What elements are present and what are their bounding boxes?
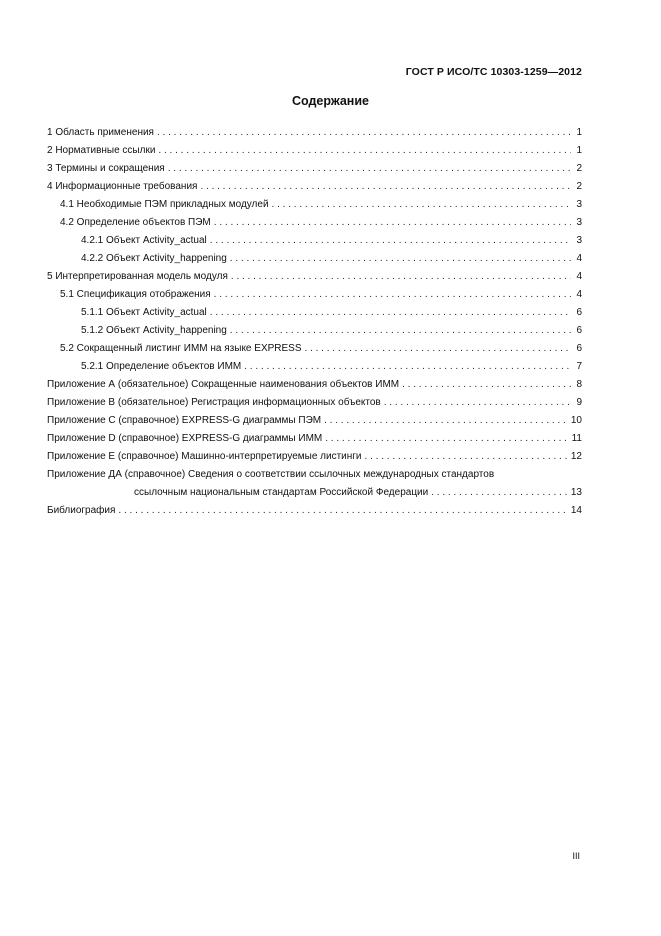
toc-entry-page: 13 [570, 487, 582, 498]
toc-entry-page: 3 [576, 217, 582, 228]
toc-entry-label: 5 Интерпретированная модель модуля [47, 271, 228, 282]
toc-entry-label: Приложение С (справочное) EXPRESS-G диаграммы ПЭМ [47, 415, 322, 426]
dot-leader [325, 433, 568, 445]
toc-entry-page: 12 [570, 451, 582, 462]
dot-leader [210, 235, 571, 247]
standard-code: ГОСТ Р ИСО/ТС 10303-1259—2012 [405, 66, 582, 78]
toc-entry-page: 6 [576, 307, 582, 318]
toc-entry-page: 10 [570, 415, 582, 426]
toc-entry-bibliography[interactable] [47, 499, 582, 517]
dot-leader [365, 451, 568, 463]
page-number: III [572, 851, 580, 861]
toc-entry-page: 2 [576, 181, 582, 192]
toc-entry[interactable] [47, 157, 582, 175]
dot-leader [402, 379, 571, 391]
toc-entry[interactable] [47, 211, 582, 229]
toc-entry-page: 4 [576, 289, 582, 300]
dot-leader [230, 325, 571, 337]
toc-entry-label: 5.1 Спецификация отображения [60, 289, 211, 300]
dot-leader [210, 307, 571, 319]
toc-entry[interactable] [47, 301, 582, 319]
toc-entry-label: Библиография [47, 505, 116, 516]
dot-leader [168, 163, 571, 175]
toc-entry-label: 2 Нормативные ссылки [47, 145, 156, 156]
toc-entry-label: 1 Область применения [47, 127, 154, 138]
toc-entry-page: 4 [576, 271, 582, 282]
toc-entry[interactable] [47, 355, 582, 373]
toc-entry[interactable] [47, 247, 582, 265]
dot-leader [244, 361, 571, 373]
dot-leader [324, 415, 568, 427]
dot-leader [230, 253, 571, 265]
toc-entry-page: 4 [576, 253, 582, 264]
toc-entry[interactable] [47, 283, 582, 301]
toc-entry-label: Приложение В (обязательное) Регистрация информационных объектов [47, 397, 381, 408]
toc-entry-label: 4.2 Определение объектов ПЭМ [60, 217, 211, 228]
toc-entry-page: 1 [576, 127, 582, 138]
toc-entry-page: 9 [576, 397, 582, 408]
toc-entry[interactable] [47, 427, 582, 445]
toc-entry[interactable] [47, 121, 582, 139]
toc-entry[interactable] [47, 229, 582, 247]
toc-entry-label: 3 Термины и сокращения [47, 163, 165, 174]
dot-leader [272, 199, 571, 211]
dot-leader [384, 397, 571, 409]
toc-entry-page: 3 [576, 235, 582, 246]
dot-leader [214, 289, 571, 301]
toc-entry-label: 5.1.1 Объект Activity_actual [81, 307, 207, 318]
dot-leader [118, 505, 567, 517]
toc-entry-label: 4 Информационные требования [47, 181, 198, 192]
toc-entry-page: 6 [576, 343, 582, 354]
toc-entry[interactable] [47, 391, 582, 409]
toc-entry[interactable] [47, 409, 582, 427]
dot-leader [305, 343, 571, 355]
toc-entry[interactable] [47, 139, 582, 157]
toc-entry-label: 4.2.2 Объект Activity_happening [81, 253, 227, 264]
toc-entry-label: Приложение ДА (справочное) Сведения о соответствии ссылочных международных стандартов [47, 469, 495, 480]
toc-entry-label: 5.2.1 Определение объектов ИММ [81, 361, 242, 372]
toc-entry[interactable] [47, 193, 582, 211]
toc-entry-page: 7 [576, 361, 582, 372]
toc-entry[interactable] [47, 175, 582, 193]
dot-leader [231, 271, 571, 283]
toc-entry-page: 3 [576, 199, 582, 210]
dot-leader [200, 181, 571, 193]
toc-entry-page: 14 [570, 505, 582, 516]
toc-title: Содержание [291, 94, 369, 108]
toc-entry-page: 6 [576, 325, 582, 336]
table-of-contents [47, 121, 582, 517]
toc-entry-appendix-da[interactable] [47, 463, 582, 481]
toc-entry[interactable] [47, 265, 582, 283]
toc-entry-label: 4.2.1 Объект Activity_actual [81, 235, 207, 246]
toc-entry-page: 11 [571, 433, 582, 444]
toc-entry-page: 2 [576, 163, 582, 174]
toc-entry-label: Приложение D (справочное) EXPRESS-G диаграммы ИММ [47, 433, 323, 444]
toc-entry[interactable] [47, 373, 582, 391]
toc-entry-label: 4.1 Необходимые ПЭМ прикладных модулей [60, 199, 269, 210]
toc-entry-label: Приложение Е (справочное) Машинно-интерпретируемые листинги [47, 451, 362, 462]
dot-leader [431, 487, 568, 499]
dot-leader [158, 145, 571, 157]
toc-entry[interactable] [47, 337, 582, 355]
toc-entry[interactable] [47, 445, 582, 463]
toc-entry[interactable] [47, 319, 582, 337]
toc-entry-page: 1 [576, 145, 582, 156]
dot-leader [214, 217, 571, 229]
toc-entry-label: Приложение А (обязательное) Сокращенные наименования объектов ИММ [47, 379, 400, 390]
toc-entry-label: 5.1.2 Объект Activity_happening [81, 325, 227, 336]
toc-entry-label: ссылочным национальным стандартам Российской Федерации [134, 487, 429, 498]
toc-entry-appendix-da-cont[interactable] [47, 481, 582, 499]
dot-leader [157, 127, 571, 139]
toc-entry-label: 5.2 Сокращенный листинг ИММ на языке EXPRESS [60, 343, 302, 354]
toc-entry-page: 8 [576, 379, 582, 390]
